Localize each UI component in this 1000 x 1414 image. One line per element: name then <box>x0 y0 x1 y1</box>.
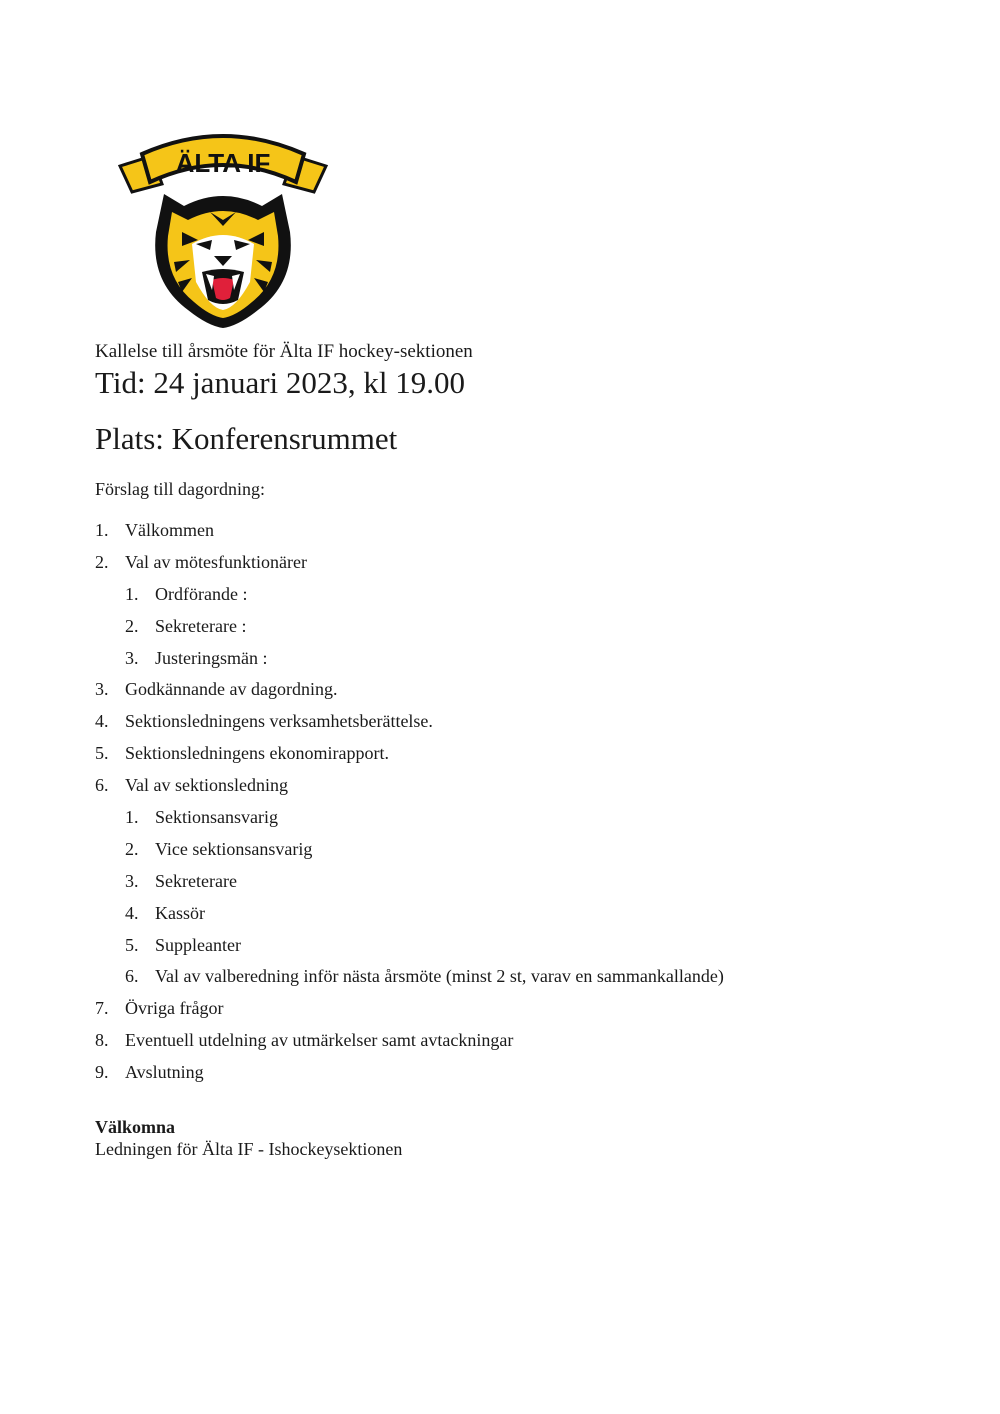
agenda-item <box>95 647 945 679</box>
agenda-item-text: Sekreterare : <box>155 615 247 636</box>
agenda-list <box>95 519 945 1093</box>
agenda-item-text: Eventuell utdelning av utmärkelser samt avtackningar <box>125 1030 514 1051</box>
agenda-item-text: Ordförande : <box>155 583 248 604</box>
agenda-item <box>95 1061 945 1093</box>
tiger-head-icon <box>112 132 334 332</box>
agenda-item <box>95 678 945 710</box>
alta-if-logo <box>112 132 334 332</box>
agenda-item-number: 5. <box>125 934 139 955</box>
agenda-item-number: 9. <box>95 1062 109 1083</box>
agenda-item-number: 2. <box>95 551 109 572</box>
agenda-item-text: Suppleanter <box>155 934 241 955</box>
meeting-place: Plats: Konferensrummet <box>95 421 398 456</box>
agenda-item-text: Övriga frågor <box>125 998 224 1019</box>
agenda-item-number: 6. <box>125 966 139 987</box>
agenda-item-text: Godkännande av dagordning. <box>125 679 338 700</box>
agenda-item <box>95 583 945 615</box>
meeting-time: Tid: 24 januari 2023, kl 19.00 <box>95 365 466 400</box>
agenda-item-number: 2. <box>125 615 139 636</box>
agenda-item-text: Val av mötesfunktionärer <box>125 551 307 572</box>
agenda-item-text: Sektionsansvarig <box>155 807 278 828</box>
agenda-item <box>95 519 945 551</box>
agenda-item-text: Justeringsmän : <box>155 647 268 668</box>
agenda-item <box>95 710 945 742</box>
logo-banner-text: ÄLTA IF <box>175 148 271 178</box>
agenda-item <box>95 934 945 966</box>
agenda-item-number: 8. <box>95 1030 109 1051</box>
agenda-item-number: 3. <box>125 870 139 891</box>
agenda-item-number: 7. <box>95 998 109 1019</box>
agenda-item-text: Kassör <box>155 902 205 923</box>
agenda-item-text: Sektionsledningens verksamhetsberättelse. <box>125 711 433 732</box>
agenda-item <box>95 965 945 997</box>
agenda-item-number: 3. <box>125 647 139 668</box>
agenda-item-number: 1. <box>125 807 139 828</box>
agenda-item <box>95 742 945 774</box>
agenda-item <box>95 1029 945 1061</box>
agenda-heading: Förslag till dagordning: <box>95 479 265 499</box>
agenda-item-text: Sekreterare <box>155 870 237 891</box>
agenda-item-number: 6. <box>95 775 109 796</box>
closing <box>95 1116 402 1160</box>
agenda-item-text: Sektionsledningens ekonomirapport. <box>125 743 389 764</box>
agenda-item <box>95 870 945 902</box>
agenda-item-text: Välkommen <box>125 520 214 540</box>
agenda-item-number: 2. <box>125 838 139 859</box>
agenda-item <box>95 838 945 870</box>
agenda-item-number: 4. <box>125 902 139 923</box>
agenda-item-number: 5. <box>95 743 109 764</box>
agenda-item <box>95 551 945 583</box>
agenda-item <box>95 806 945 838</box>
closing-greeting: Välkomna <box>95 1117 176 1137</box>
agenda-item <box>95 615 945 647</box>
agenda-item-number: 4. <box>95 711 109 732</box>
agenda-item-text: Val av sektionsledning <box>125 775 288 796</box>
agenda-item <box>95 774 945 806</box>
closing-signature: Ledningen för Älta IF - Ishockeysektionen <box>95 1139 403 1159</box>
agenda-item-number: 1. <box>95 520 109 540</box>
agenda-item-number: 1. <box>125 583 139 604</box>
agenda-item <box>95 902 945 934</box>
agenda-item-text: Avslutning <box>125 1062 204 1083</box>
agenda-item-text: Vice sektionsansvarig <box>155 838 313 859</box>
agenda-item-text: Val av valberedning inför nästa årsmöte (minst 2 st, varav en sammankallande) <box>155 966 724 987</box>
agenda-item <box>95 997 945 1029</box>
document-title: Kallelse till årsmöte för Älta IF hockey-sektionen <box>95 341 473 362</box>
agenda-item-number: 3. <box>95 679 109 700</box>
